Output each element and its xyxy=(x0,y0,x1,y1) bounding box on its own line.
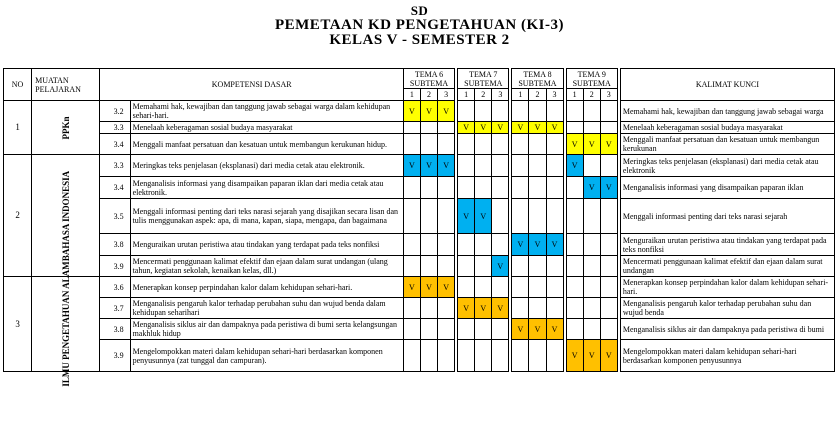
mark-cell xyxy=(492,340,509,372)
kd-code: 3.9 xyxy=(100,340,130,372)
mark-cell xyxy=(420,319,437,340)
mark-cell xyxy=(583,122,600,134)
header-theme xyxy=(403,69,454,89)
mark-cell-checked: V xyxy=(600,340,617,372)
mark-cell xyxy=(420,340,437,372)
mark-cell xyxy=(512,101,529,122)
doc-subtitle: KELAS V - SEMESTER 2 xyxy=(329,32,510,48)
subtema-number: 1 xyxy=(566,89,583,101)
kd-description: Menggali informasi penting dari teks narasi sejarah yang disajikan secara lisan dan tulis menggunakan aspek: apa, di mana, kapan, siapa, mengapa, dan bagaimana xyxy=(130,199,403,234)
mark-cell-checked: V xyxy=(403,155,420,177)
mark-cell xyxy=(438,340,455,372)
kalimat-kunci: Meringkas teks penjelasan (eksplanasi) dari media cetak atau elektronik xyxy=(620,155,834,177)
mark-cell xyxy=(438,256,455,277)
subtema-label: SUBTEMA xyxy=(572,78,611,88)
kd-code: 3.7 xyxy=(100,298,130,319)
mark-cell xyxy=(600,319,617,340)
header-kalimat-kunci: KALIMAT KUNCI xyxy=(620,69,834,101)
mark-cell xyxy=(492,134,509,155)
mark-cell xyxy=(512,277,529,298)
table-row xyxy=(4,155,835,177)
mark-cell xyxy=(438,234,455,256)
table-row xyxy=(4,277,835,298)
kd-description: Menganalisis siklus air dan dampaknya pada peristiwa di bumi serta kelangsungan makhluk hidup xyxy=(130,319,403,340)
mark-cell xyxy=(546,340,563,372)
table-row xyxy=(4,256,835,277)
table-row xyxy=(4,177,835,199)
mark-cell-checked: V xyxy=(438,101,455,122)
kd-code: 3.4 xyxy=(100,177,130,199)
mark-cell xyxy=(529,277,546,298)
subject-label: BAHASA INDONESIA xyxy=(60,170,71,261)
mark-cell xyxy=(566,234,583,256)
mark-cell-checked: V xyxy=(420,155,437,177)
mark-cell xyxy=(458,234,475,256)
table-row xyxy=(4,319,835,340)
mark-cell xyxy=(458,277,475,298)
mark-cell xyxy=(512,298,529,319)
mark-cell xyxy=(420,122,437,134)
mark-cell xyxy=(529,340,546,372)
mark-cell-checked: V xyxy=(529,122,546,134)
kalimat-kunci: Menganalisis informasi yang disampaikan paparan iklan xyxy=(620,177,834,199)
mark-cell xyxy=(403,319,420,340)
mark-cell xyxy=(546,298,563,319)
mark-cell xyxy=(566,319,583,340)
mark-cell xyxy=(420,177,437,199)
table-row xyxy=(4,298,835,319)
mark-cell xyxy=(403,122,420,134)
mark-cell xyxy=(512,340,529,372)
mark-cell xyxy=(475,234,492,256)
mark-cell-checked: V xyxy=(403,277,420,298)
kd-description: Menerapkan konsep perpindahan kalor dalam kehidupan sehari-hari. xyxy=(130,277,403,298)
doc-title: PEMETAAN KD PENGETAHUAN (KI-3) xyxy=(274,17,565,33)
mark-cell xyxy=(546,134,563,155)
mark-cell-checked: V xyxy=(600,177,617,199)
mark-cell xyxy=(583,101,600,122)
mark-cell xyxy=(492,155,509,177)
mark-cell xyxy=(566,101,583,122)
kd-description: Menganalisis informasi yang disampaikan paparan iklan dari media cetak atau elektronik. xyxy=(130,177,403,199)
table-row xyxy=(4,234,835,256)
mark-cell xyxy=(403,134,420,155)
subtema-label: SUBTEMA xyxy=(518,78,557,88)
kalimat-kunci: Menerapkan konsep perpindahan kalor dalam kehidupan sehari-hari. xyxy=(620,277,834,298)
mark-cell-checked: V xyxy=(458,199,475,234)
mark-cell xyxy=(546,277,563,298)
mark-cell xyxy=(403,199,420,234)
mark-cell-checked: V xyxy=(512,122,529,134)
subject-name xyxy=(32,155,100,277)
kd-code: 3.4 xyxy=(100,134,130,155)
mark-cell xyxy=(600,122,617,134)
mark-cell xyxy=(492,234,509,256)
table-row xyxy=(4,122,835,134)
mark-cell xyxy=(529,177,546,199)
mark-cell xyxy=(458,319,475,340)
row-number: 1 xyxy=(4,101,32,155)
kalimat-kunci: Menganalisis pengaruh kalor terhadap perubahan suhu dan wujud benda xyxy=(620,298,834,319)
mark-cell xyxy=(512,199,529,234)
subtema-label: SUBTEMA xyxy=(409,78,449,88)
kd-code: 3.5 xyxy=(100,199,130,234)
mark-cell xyxy=(475,256,492,277)
subtema-number: 1 xyxy=(403,89,420,101)
kalimat-kunci: Menguraikan urutan peristiwa atau tindakan yang terdapat pada teks nonfiksi xyxy=(620,234,834,256)
mark-cell xyxy=(529,256,546,277)
subtema-number: 2 xyxy=(529,89,546,101)
kd-description: Menganalisis pengaruh kalor terhadap perubahan suhu dan wujud benda dalam kehidupan seharihari xyxy=(130,298,403,319)
mark-cell xyxy=(438,199,455,234)
mark-cell xyxy=(583,199,600,234)
kd-code: 3.9 xyxy=(100,256,130,277)
mark-cell-checked: V xyxy=(492,256,509,277)
mark-cell xyxy=(420,298,437,319)
mark-cell xyxy=(403,340,420,372)
mark-cell xyxy=(583,234,600,256)
mark-cell xyxy=(420,234,437,256)
subtema-number: 3 xyxy=(438,89,455,101)
mark-cell xyxy=(583,298,600,319)
table-row xyxy=(4,340,835,372)
mark-cell-checked: V xyxy=(512,234,529,256)
mark-cell xyxy=(458,134,475,155)
mark-cell-checked: V xyxy=(600,134,617,155)
mark-cell xyxy=(529,298,546,319)
header-no: NO xyxy=(4,69,32,101)
kd-code: 3.2 xyxy=(100,101,130,122)
kd-code: 3.6 xyxy=(100,277,130,298)
mark-cell xyxy=(529,155,546,177)
mark-cell xyxy=(403,177,420,199)
mark-cell xyxy=(546,155,563,177)
subject-label: ILMU PENGETAHUAN ALAM xyxy=(60,261,71,387)
kd-mapping-table xyxy=(3,68,835,387)
mark-cell-checked: V xyxy=(458,298,475,319)
table-row xyxy=(4,134,835,155)
mark-cell xyxy=(546,101,563,122)
kd-description: Menelaah keberagaman sosial budaya masyarakat xyxy=(130,122,403,134)
subtema-number: 2 xyxy=(583,89,600,101)
mark-cell xyxy=(566,122,583,134)
mark-cell xyxy=(566,177,583,199)
mark-cell-checked: V xyxy=(546,122,563,134)
mark-cell xyxy=(566,277,583,298)
mark-cell xyxy=(566,298,583,319)
mark-cell xyxy=(438,177,455,199)
kd-description: Memahami hak, kewajiban dan tanggung jawab sebagai warga dalam kehidupan sehari-hari. xyxy=(130,101,403,122)
mark-cell xyxy=(458,155,475,177)
mark-cell-checked: V xyxy=(583,134,600,155)
subtema-number: 2 xyxy=(475,89,492,101)
mark-cell xyxy=(583,256,600,277)
subtema-number: 1 xyxy=(512,89,529,101)
mark-cell xyxy=(566,199,583,234)
table-row xyxy=(4,101,835,122)
header-theme xyxy=(566,69,617,89)
row-number: 3 xyxy=(4,277,32,372)
doc-label: SD xyxy=(410,3,429,18)
mark-cell xyxy=(492,177,509,199)
mark-cell xyxy=(529,199,546,234)
mark-cell xyxy=(492,199,509,234)
mark-cell xyxy=(600,234,617,256)
mark-cell xyxy=(529,134,546,155)
mark-cell-checked: V xyxy=(458,122,475,134)
mark-cell xyxy=(475,277,492,298)
header-theme xyxy=(458,69,509,89)
subtema-label: SUBTEMA xyxy=(464,78,503,88)
mark-cell-checked: V xyxy=(403,101,420,122)
subject-name xyxy=(32,261,100,387)
mark-cell-checked: V xyxy=(546,319,563,340)
table-row xyxy=(4,199,835,234)
mark-cell xyxy=(475,155,492,177)
subtema-number: 2 xyxy=(420,89,437,101)
kd-description: Menggali manfaat persatuan dan kesatuan untuk membangun kerukunan hidup. xyxy=(130,134,403,155)
mark-cell xyxy=(420,256,437,277)
mark-cell xyxy=(475,177,492,199)
subtema-number: 3 xyxy=(546,89,563,101)
mark-cell xyxy=(566,256,583,277)
mark-cell-checked: V xyxy=(438,277,455,298)
mark-cell-checked: V xyxy=(512,319,529,340)
kd-description: Mengelompokkan materi dalam kehidupan sehari-hari berdasarkan komponen penyusunnya (zat tunggal dan campuran). xyxy=(130,340,403,372)
mark-cell-checked: V xyxy=(529,234,546,256)
mark-cell xyxy=(403,298,420,319)
kd-code: 3.3 xyxy=(100,122,130,134)
theme-label: TEMA 9 xyxy=(577,69,606,79)
mark-cell-checked: V xyxy=(492,298,509,319)
mark-cell xyxy=(458,340,475,372)
mark-cell-checked: V xyxy=(583,340,600,372)
mark-cell xyxy=(492,277,509,298)
mark-cell xyxy=(512,155,529,177)
mark-cell xyxy=(438,122,455,134)
mark-cell xyxy=(600,101,617,122)
kalimat-kunci: Menggali manfaat persatuan dan kesatuan untuk membangun kerukunan xyxy=(620,134,834,155)
mark-cell-checked: V xyxy=(529,319,546,340)
mark-cell xyxy=(600,155,617,177)
kd-code: 3.8 xyxy=(100,319,130,340)
mark-cell xyxy=(583,319,600,340)
kalimat-kunci: Menganalisis siklus air dan dampaknya pada peristiwa di bumi xyxy=(620,319,834,340)
subtema-number: 3 xyxy=(492,89,509,101)
kd-description: Meringkas teks penjelasan (eksplanasi) dari media cetak atau elektronik. xyxy=(130,155,403,177)
mark-cell xyxy=(529,101,546,122)
mark-cell-checked: V xyxy=(583,177,600,199)
mark-cell xyxy=(546,199,563,234)
mark-cell-checked: V xyxy=(475,199,492,234)
mark-cell xyxy=(458,101,475,122)
kalimat-kunci: Mengelompokkan materi dalam kehidupan sehari-hari berdasarkan komponen penyusunnya xyxy=(620,340,834,372)
subtema-number: 1 xyxy=(458,89,475,101)
kd-description: Menguraikan urutan peristiwa atau tindakan yang terdapat pada teks nonfiksi xyxy=(130,234,403,256)
theme-label: TEMA 8 xyxy=(523,69,552,79)
mark-cell xyxy=(492,319,509,340)
mark-cell-checked: V xyxy=(566,155,583,177)
mark-cell xyxy=(600,277,617,298)
mark-cell-checked: V xyxy=(420,101,437,122)
kd-code: 3.8 xyxy=(100,234,130,256)
theme-label: TEMA 6 xyxy=(414,69,444,79)
mark-cell xyxy=(600,298,617,319)
subtema-number: 3 xyxy=(600,89,617,101)
kalimat-kunci: Memahami hak, kewajiban dan tanggung jawab sebagai warga xyxy=(620,101,834,122)
subject-name xyxy=(32,101,100,155)
mark-cell xyxy=(458,256,475,277)
mark-cell xyxy=(403,256,420,277)
mark-cell-checked: V xyxy=(420,277,437,298)
mark-cell xyxy=(438,134,455,155)
mark-cell xyxy=(475,340,492,372)
mark-cell xyxy=(492,101,509,122)
mark-cell-checked: V xyxy=(546,234,563,256)
kalimat-kunci: Mencermati penggunaan kalimat efektif dan ejaan dalam surat undangan xyxy=(620,256,834,277)
mark-cell-checked: V xyxy=(492,122,509,134)
mark-cell xyxy=(438,319,455,340)
subject-label: PPKn xyxy=(60,115,71,140)
kd-description: Mencermati penggunaan kalimat efektif dan ejaan dalam surat undangan (ulang tahun, kegiatan sekolah, kenaikan kelas, dll.) xyxy=(130,256,403,277)
mark-cell xyxy=(583,155,600,177)
kd-code: 3.3 xyxy=(100,155,130,177)
mark-cell xyxy=(600,199,617,234)
mark-cell xyxy=(512,256,529,277)
theme-label: TEMA 7 xyxy=(469,69,498,79)
mark-cell xyxy=(403,234,420,256)
mark-cell-checked: V xyxy=(566,134,583,155)
mark-cell-checked: V xyxy=(438,155,455,177)
row-number: 2 xyxy=(4,155,32,277)
mark-cell-checked: V xyxy=(475,298,492,319)
mark-cell xyxy=(583,277,600,298)
header-theme xyxy=(512,69,563,89)
mark-cell xyxy=(438,298,455,319)
mark-cell xyxy=(475,101,492,122)
header-kompetensi: KOMPETENSI DASAR xyxy=(100,69,403,101)
kalimat-kunci: Menggali informasi penting dari teks narasi sejarah xyxy=(620,199,834,234)
mark-cell xyxy=(420,199,437,234)
mark-cell xyxy=(512,134,529,155)
mark-cell xyxy=(420,134,437,155)
mark-cell xyxy=(600,256,617,277)
header-muatan: MUATAN PELAJARAN xyxy=(32,69,100,101)
mark-cell xyxy=(475,134,492,155)
mark-cell xyxy=(512,177,529,199)
mark-cell xyxy=(475,319,492,340)
mark-cell-checked: V xyxy=(566,340,583,372)
kalimat-kunci: Menelaah keberagaman sosial budaya masyarakat xyxy=(620,122,834,134)
mark-cell xyxy=(546,256,563,277)
mark-cell-checked: V xyxy=(475,122,492,134)
mark-cell xyxy=(458,177,475,199)
mark-cell xyxy=(546,177,563,199)
